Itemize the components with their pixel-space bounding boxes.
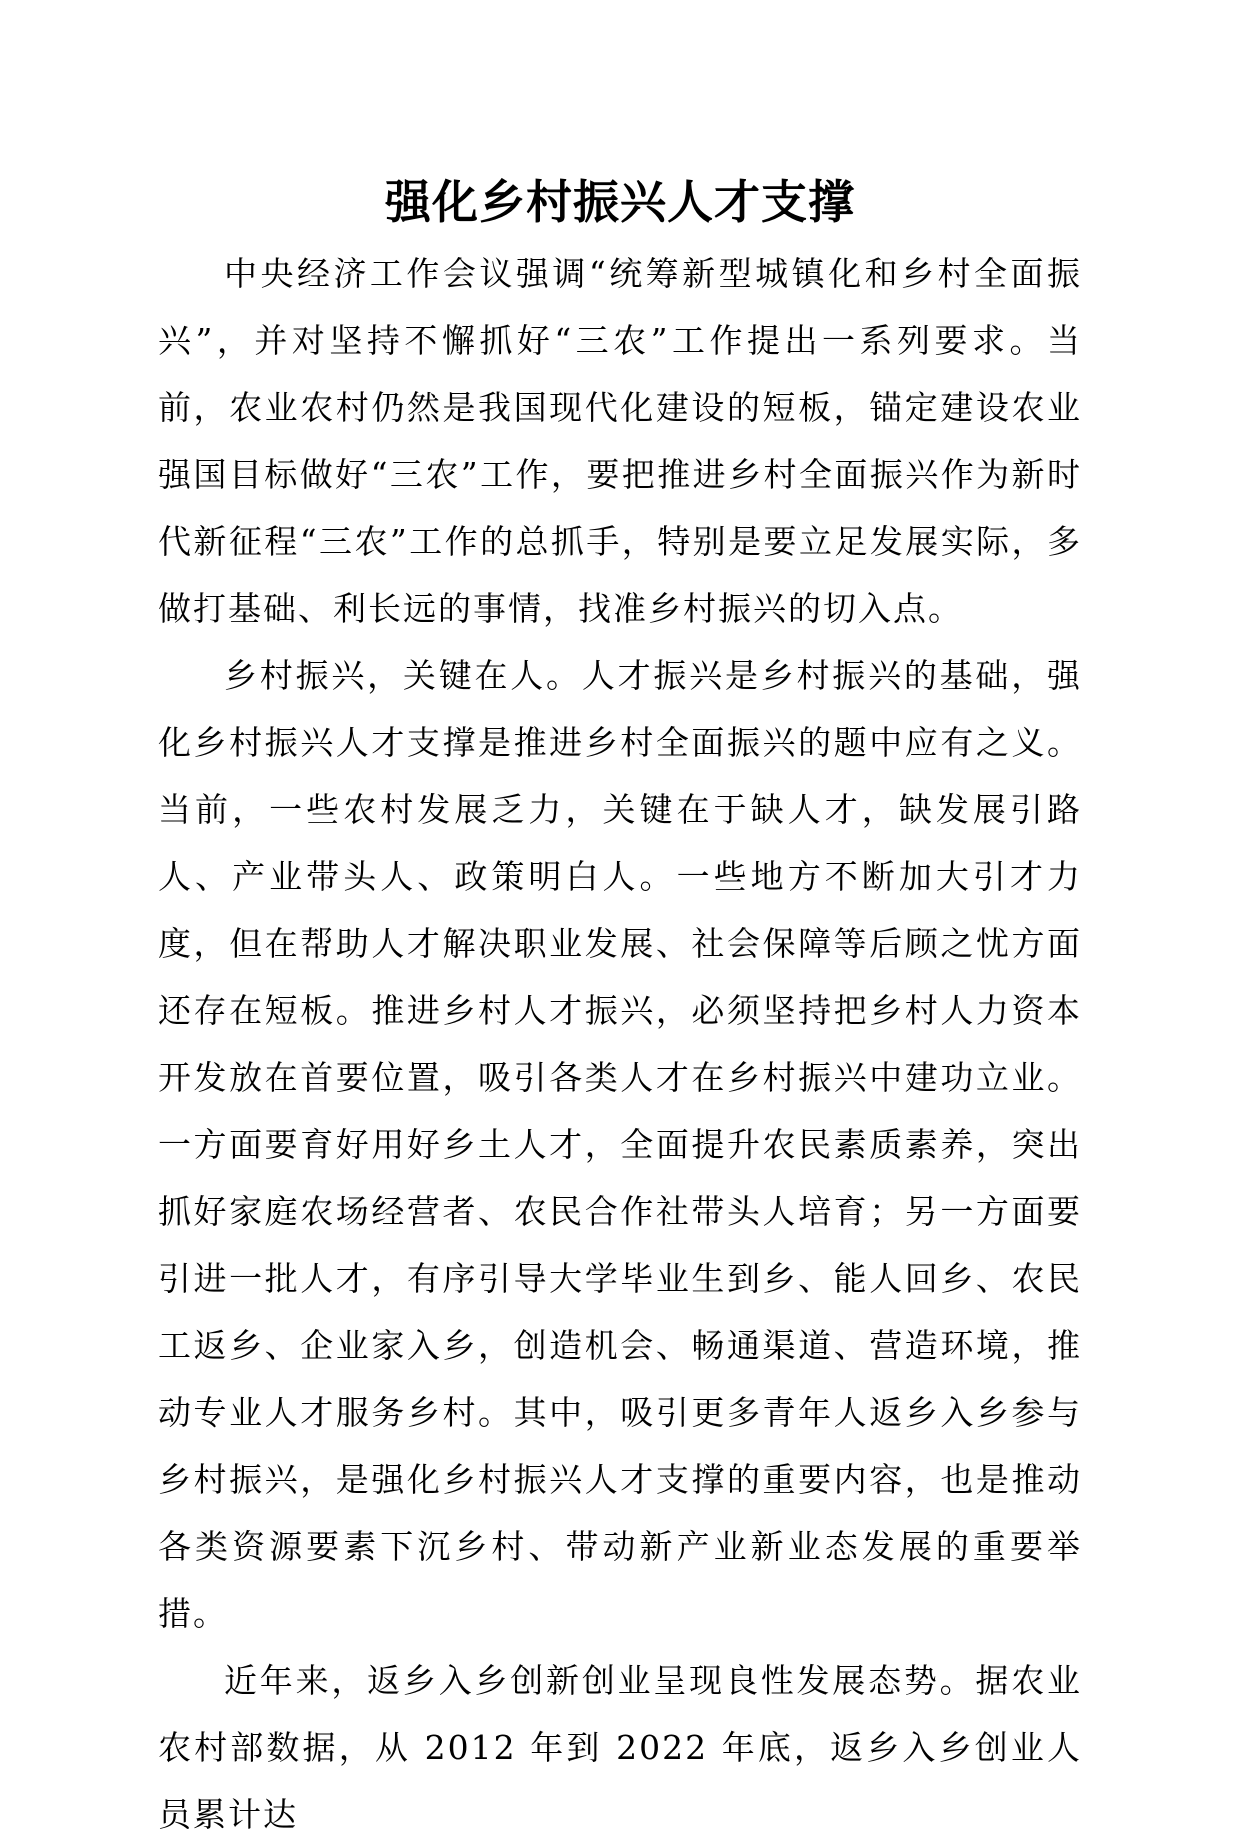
paragraph-2: 乡村振兴，关键在人。人才振兴是乡村振兴的基础，强化乡村振兴人才支撑是推进乡村全面振兴的题中应有之义。当前，一些农村发展乏力，关键在于缺人才，缺发展引路人、产业带头人、政策明白人。一些地方不断加大引才力度，但在帮助人才解决职业发展、社会保障等后顾之忧方面还存在短板。推进乡村人才振兴，必须坚持把乡村人力资本开发放在首要位置，吸引各类人才在乡村振兴中建功立业。一方面要育好用好乡土人才，全面提升农民素质素养，突出抓好家庭农场经营者、农民合作社带头人培育；另一方面要引进一批人才，有序引导大学毕业生到乡、能人回乡、农民工返乡、企业家入乡，创造机会、畅通渠道、营造环境，推动专业人才服务乡村。其中，吸引更多青年人返乡入乡参与乡村振兴，是强化乡村振兴人才支撑的重要内容，也是推动各类资源要素下沉乡村、带动新产业新业态发展的重要举措。 — [158, 656, 1082, 1633]
document-body — [158, 240, 1082, 1848]
paragraph-3: 近年来，返乡入乡创新创业呈现良性发展态势。据农业农村部数据，从 2012 年到 2022 年底，返乡入乡创业人员累计达 — [158, 1661, 1082, 1834]
document-title: 强化乡村振兴人才支撑 — [385, 175, 855, 229]
paragraph-1: 中央经济工作会议强调“统筹新型城镇化和乡村全面振兴”，并对坚持不懈抓好“三农”工作提出一系列要求。当前，农业农村仍然是我国现代化建设的短板，锚定建设农业强国目标做好“三农”工作，要把推进乡村全面振兴作为新时代新征程“三农”工作的总抓手，特别是要立足发展实际，多做打基础、利长远的事情，找准乡村振兴的切入点。 — [158, 254, 1082, 628]
